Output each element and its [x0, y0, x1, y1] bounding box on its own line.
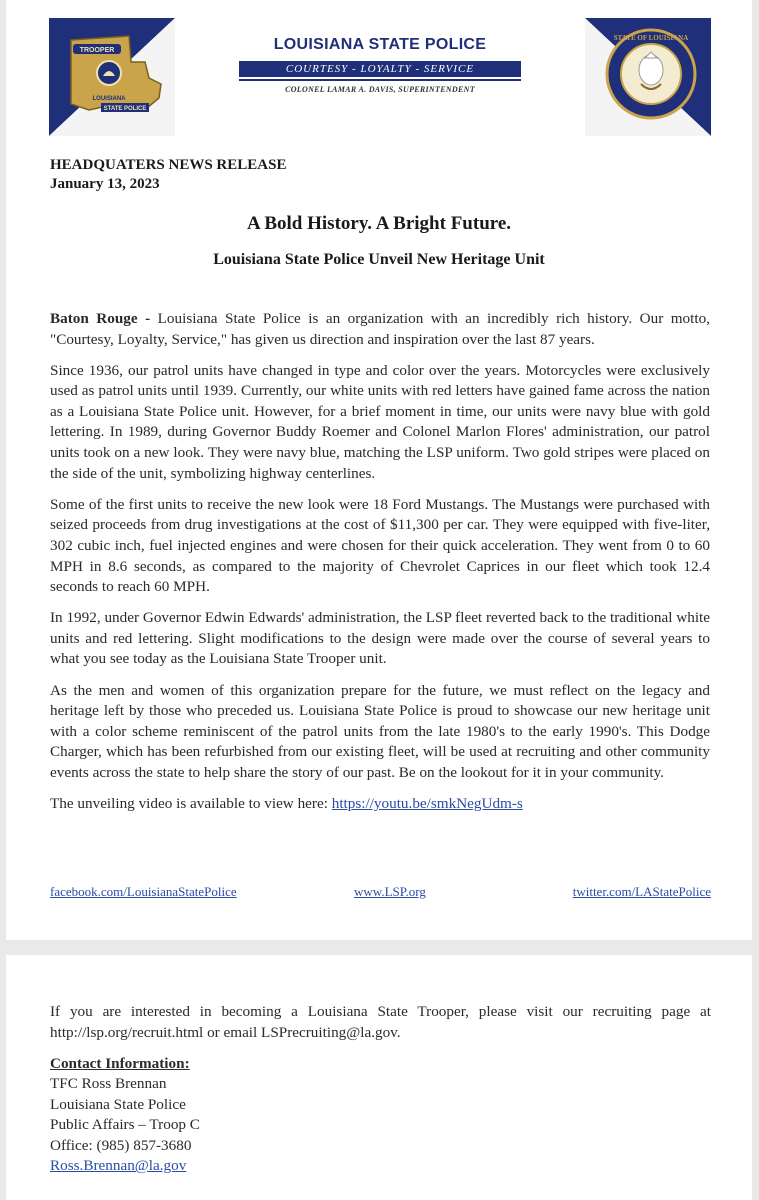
- paragraph-history: Since 1936, our patrol units have changed in type and color over the years. Motorcycles were exclusively used as patrol units until 1939. Currently, our white units with red letters have gained fame across the nation as a Louisiana State Police unit. However, for a brief moment in time, our units were navy blue with gold lettering. In 1989, during Governor Buddy Roemer and Colonel Marlon Flores' administration, our patrol units took on a new look. They were navy blue, matching the LSP uniform. Two gold stripes were placed on the side of the unit, symbolizing highway centerlines.: [50, 361, 710, 482]
- paragraph-intro-text: Louisiana State Police is an organization with an incredibly rich history. Our motto, "Courtesy, Loyalty, Service," has given us direction and inspiration over the last 87 years.: [50, 310, 710, 348]
- subheadline: Louisiana State Police Unveil New Heritage Unit: [213, 251, 545, 268]
- svg-text:STATE POLICE: STATE POLICE: [103, 106, 147, 112]
- release-type: HEADQUATERS NEWS RELEASE: [50, 157, 287, 173]
- svg-text:TROOPER: TROOPER: [79, 47, 115, 54]
- twitter-link[interactable]: twitter.com/LAStatePolice: [572, 884, 711, 899]
- paragraph-mustangs: Some of the first units to receive the new look were 18 Ford Mustangs. The Mustangs were purchased with seized proceeds from drug investigations at the cost of $11,300 per car. They were equipped with five-liter, 302 cubic inch, fuel injected engines and were chosen for their quick acceleration. They went from 0 to 60 MPH in 8.6 seconds, as compared to the majority of Chevrolet Caprices in our fleet which took 12.4 seconds to reach 60 MPH.: [50, 495, 710, 596]
- trooper-badge-logo: [49, 18, 175, 136]
- recruiting-paragraph: If you are interested in becoming a Louisiana State Trooper, please visit our recruiting page at http://lsp.org/recruit.html or email LSPrecruiting@la.gov.: [50, 1003, 711, 1041]
- svg-text:STATE OF LOUISIANA: STATE OF LOUISIANA: [613, 34, 689, 42]
- svg-text:LOUISIANA: LOUISIANA: [92, 96, 126, 102]
- state-seal-logo: [585, 18, 711, 136]
- contact-heading: Contact Information:: [50, 1055, 190, 1072]
- dateline: Baton Rouge -: [50, 310, 158, 327]
- contact-unit: Public Affairs – Troop C: [50, 1116, 200, 1134]
- paragraph-intro: [50, 309, 710, 350]
- news-release-page: [6, 0, 752, 940]
- paragraph-video: [50, 794, 710, 815]
- headline: A Bold History. A Bright Future.: [246, 213, 512, 234]
- release-date: January 13, 2023: [50, 176, 160, 192]
- contact-org: Louisiana State Police: [50, 1095, 186, 1113]
- contact-phone: Office: (985) 857-3680: [50, 1136, 192, 1154]
- motto-banner: COURTESY - LOYALTY - SERVICE: [239, 61, 521, 77]
- contact-email-link[interactable]: Ross.Brennan@la.gov: [50, 1157, 187, 1175]
- news-release-page-2: [6, 955, 752, 1200]
- release-body: [50, 309, 710, 825]
- video-link[interactable]: https://youtu.be/smkNegUdm-s: [331, 794, 523, 812]
- website-link[interactable]: www.LSP.org: [354, 884, 426, 899]
- motto-rule: [239, 79, 521, 81]
- facebook-link[interactable]: facebook.com/LouisianaStatePolice: [50, 884, 237, 899]
- contact-name: TFC Ross Brennan: [50, 1075, 167, 1093]
- paragraph-heritage: As the men and women of this organization prepare for the future, we must reflect on the legacy and heritage left by those who preceded us. Louisiana State Police is proud to showcase our new heritage unit with a color scheme reminiscent of the patrol units from the late 1980's to the early 1990's. This Dodge Charger, which has been refurbished from our existing fleet, will be used at recruiting and other community events across the state to help share the story of our past. Be on the lookout for it in your community.: [50, 681, 710, 781]
- paragraph-1992: In 1992, under Governor Edwin Edwards' administration, the LSP fleet reverted back to the traditional white units and red lettering. Slight modifications to the design were made over the course of several years to what you see today as the Louisiana State Trooper unit.: [50, 609, 710, 668]
- video-text: The unveiling video is available to view here:: [50, 794, 332, 812]
- contact-block: [50, 1054, 200, 1176]
- agency-name: LOUISIANA STATE POLICE: [273, 36, 487, 53]
- superintendent-line: COLONEL LAMAR A. DAVIS, SUPERINTENDENT: [285, 85, 475, 94]
